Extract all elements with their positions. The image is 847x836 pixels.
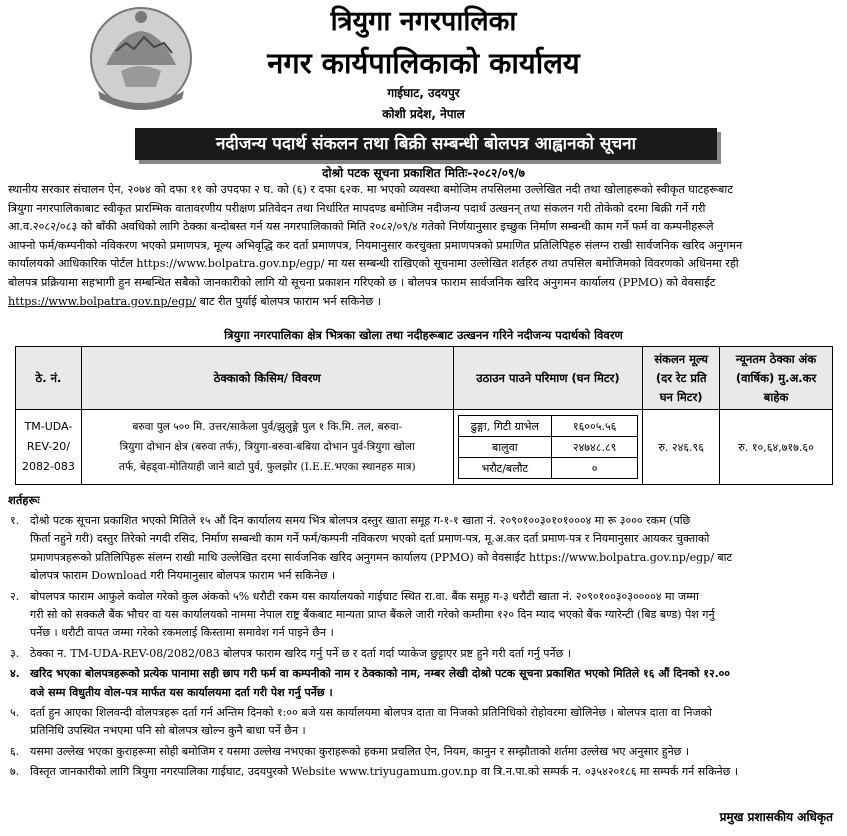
intro-line: बोलपत्र प्रक्रियामा सहभागी हुन सम्बन्धित सबैको जानकारीको लागि यो सूचना प्रकाशन गरिएको छ । बोलपत्र फाराम सार्वजनिक खरिद अनुगमन कार्यालय (PPMO) को वेवसाईट	[8, 275, 716, 289]
bolpatra-link[interactable]: https://www.bolpatra.gov.np/egp/	[8, 294, 197, 308]
terms-list	[8, 512, 839, 784]
table-row	[458, 416, 638, 437]
term-item: १. दोश्रो पटक सूचना प्रकाशित भएको मितिले १५ औं दिन कार्यालय समय भित्र बोलपत्र दस्तुर खाता समूह ग-१-१ खाता नं. २०९०१००३०१०१०००४ मा रू ३००० रकम (पछि फिर्ता नहुने गरी) दस्तुर तिरेको नगदी रसिद, निर्माण सम्बन्धी काम गर्ने फर्म/कम्पनी नविकरण भएको दर्ता प्रमाण-पत्र, मू.अ.कर दर्ता प्रमाण-पत्र र नियमानुसार आयकर चुक्ताको प्रमाणपत्रहरूको प्रतिलिपिहरू संलग्न राखी माथि उल्लेखित दरमा सार्वजनिक खरिद अनुगमन कार्यालय (PPMO) को वेवसाईट https://www.bolpatra.gov.np/egp/ बाट बोलपत्र फाराम Download गरी नियमानुसार बोलपत्र फाराम भर्न सकिनेछ ।	[10, 514, 733, 583]
intro-last-line: https://www.bolpatra.gov.np/egp/ बाट रीत पुर्याई बोलपत्र फाराम भर्न सकिनेछ ।	[8, 294, 382, 308]
intro-line: कार्यालयको आधिकारिक पोर्टल https://www.bolpatra.gov.np/egp/ मा यस सम्बन्धी राखिएको सूचनामा उल्लेखित शर्तहरु तथा तपसिल बमोजिमको विवरणको अधिनमा रही	[8, 257, 739, 271]
office-name: नगर कार्यपालिकाको कार्यालय	[267, 46, 580, 80]
table-row	[458, 437, 638, 458]
header-rate: संकलन मूल्य (दर रेट प्रति घन मिटर)	[643, 347, 720, 410]
minimum-amount: रु. १०,६४,७१७.६०	[720, 410, 833, 485]
material-qty: २४७४८.८९	[552, 437, 638, 458]
header-desc: ठेक्काको किसिम/ विवरण	[81, 347, 453, 410]
intro-paragraph	[8, 181, 839, 311]
term-item: ६. यसमा उल्लेख भएका कुराहरूमा सोही बमोजिम र यसमा उल्लेख नभएका कुराहरूको हकमा प्रचलित ऐन, नियम, कानुन र सम्झौताको शर्तमा उल्लेख भए अनुसार हुनेछ ।	[10, 744, 690, 758]
table-row	[458, 458, 638, 479]
contract-description: बरुवा पुल ५०० मि. उत्तर/साकेला पुर्व/झुलुङ्गे पुल १ कि.मि. तल, बरुवा- त्रियुगा दोभान क्षेत्र (बरुवा तर्फ), त्रियुगा-बरुवा-बबिया दोभान पुर्व-त्रियुगा खोला तर्फ, बेहड्वा-मोतियाही जाने बाटो पुर्व, फुलझोर (I.E.E.भएका स्थानहरु मात्र)	[81, 410, 453, 485]
intro-line: आ.व.२०८२/०८३ को बाँकी अवधिको लागि ठेक्का बन्दोबस्त गर्न यस नगरपालिकाको मिति २०८२/०९/४ गतेको निर्णयानुसार इच्छुक निर्माण सम्बन्धी काम गर्ने फर्म वा कम्पनीहरूले	[8, 220, 714, 234]
intro-line: त्रियुगा नगरपालिकाबाट स्वीकृत प्रारम्भिक वातावरणीय परीक्षण प्रतिवेदन तथा निर्धारित मापदण्ड बमोजिम नदीजन्य पदार्थ उत्खनन् तथा संकलन गरी तोकेको दरमा बिक्री गर्ने गरी	[8, 201, 706, 215]
contract-number: TM-UDA- REV-20/ 2082-083	[16, 410, 82, 485]
term-item: ३. ठेक्का न. TM-UDA-REV-08/2082/083 बोलपत्र फाराम खरिद गर्नु पर्ने छ र दर्ता गर्दा प्याकेज छुट्टाएर प्रष्ट हुने गरी दर्ता गर्नु पर्नेछ ।	[10, 646, 572, 660]
header-sn: ठे. नं.	[16, 347, 82, 410]
intro-line: स्थानीय सरकार संचालन ऐन, २०७४ को दफा ११ को उपदफा २ घ. को (६) र दफा ६२क. मा भएको व्यवस्था बमोजिम तपसिलमा उल्लेखित नदी तथा खोलाहरूको स्वीकृत घाटहरूबाट	[8, 183, 733, 196]
material-qty: १६००५.५६	[552, 416, 638, 437]
materials-cell	[453, 410, 643, 485]
table-row	[16, 410, 833, 485]
table-title: त्रियुगा नगरपालिका क्षेत्र भित्रका खोला तथा नदीहरूबाट उत्खनन गरिने नदीजन्य पदार्थको विवरण	[224, 328, 623, 342]
municipality-name: त्रियुगा नगरपालिका	[330, 6, 517, 37]
material-qty: ०	[552, 458, 638, 479]
term-item: ५. दर्ता हुन आएका शिलवन्दी वोलपत्रहरू दर्ता गर्न अन्तिम दिनको १:०० बजे यस कार्यालयमा बोलपत्र दाता वा निजको प्रतिनिधिको रोहोवरमा खोलिनेछ । बोलपत्र दाता वा निजको प्रतिनिधि उपस्थित नभएमा पनि सो बोलपत्र खोल्न कुनै बाधा पर्ने छैन ।	[10, 706, 712, 738]
intro-line: आफ्नो फर्म/कम्पनीको नविकरण भएको प्रमाणपत्र, मूल्य अभिवृद्धि कर दर्ता प्रमाणपत्र, नियमानुसार करचुक्ता प्रमाणपत्रको प्रमाणित प्रतिलिपिहरु संलग्न राखी सार्वजनिक खरिद अनुगमन	[8, 238, 743, 252]
province-name: कोशी प्रदेश, नेपाल	[382, 107, 465, 121]
signature-title: प्रमुख प्रशासकीय अधिकृत	[719, 810, 833, 824]
office-address: गाईघाट, उदयपुर	[387, 86, 460, 100]
publication-date: दोश्रो पटक सूचना प्रकाशित मितिः-२०८२/०९/७	[322, 166, 525, 180]
term-item: ४. खरिद भएका बोलपत्रहरूको प्रत्येक पानामा सही छाप गरी फर्म वा कम्पनीको नाम र ठेक्काको नाम, नम्बर लेखी दोश्रो पटक सूचना प्रकाशित भएको मितिले १६ औं दिनको १२.०० वजे सम्म विधुतीय वोल-पत्र मार्फत यस कार्यालयमा दर्ता गरी पेश गर्नु पर्नेछ ।	[10, 667, 731, 699]
materials-table	[458, 415, 639, 479]
material-name: ढुङ्गा, गिटी ग्राभेल	[458, 416, 551, 437]
notice-title: नदीजन्य पदार्थ संकलन तथा बिक्री सम्बन्धी बोलपत्र आह्वानको सूचना	[135, 128, 717, 160]
term-item: २. बोपलपत्र फाराम आफुले कवोल गरेको कुल अंकको ५% धरौटी रकम यस कार्यालयको गाईघाट स्थित रा.वा. बैंक समूह ग-३ धरौटी खाता नं. २०९०१००३०३००००४ मा जम्मा गरी सो को सक्कलै बैंक भौचर वा यस कार्यालयको नाममा नेपाल राष्ट्र बैंकबाट मान्यता प्राप्त बैंकले जारी गरेको कम्तीमा १२० दिन म्याद भएको बैंक ग्यारेन्टी (बिड बण्ड) पेश गर्नु पर्नेछ । धरौटी वापत जम्मा गरेको रकमलाई किस्तामा समावेश गर्न पाइने छैन ।	[10, 589, 715, 640]
material-name: बालुवा	[458, 437, 551, 458]
terms-heading: शर्तहरूः	[8, 493, 40, 507]
contract-table	[15, 346, 833, 485]
term-item: ७. विस्तृत जानकारीको लागि त्रियुगा नगरपालिका गाईघाट, उदयपुरको Website www.triyugamum.gov.np वा त्रि.न.पा.को सम्पर्क न. ०३५४२०१८६ मा सम्पर्क गर्न सकिनेछ ।	[10, 765, 739, 779]
collection-rate: रु. २४६.९६	[643, 410, 720, 485]
header-qty: उठाउन पाउने परिमाण (घन मिटर)	[453, 347, 643, 410]
material-name: भरौट/बलौट	[458, 458, 551, 479]
table-header-row	[16, 347, 833, 410]
header-min: न्यूनतम ठेक्का अंक (वार्षिक) मु.अ.कर बाहेक	[720, 347, 833, 410]
